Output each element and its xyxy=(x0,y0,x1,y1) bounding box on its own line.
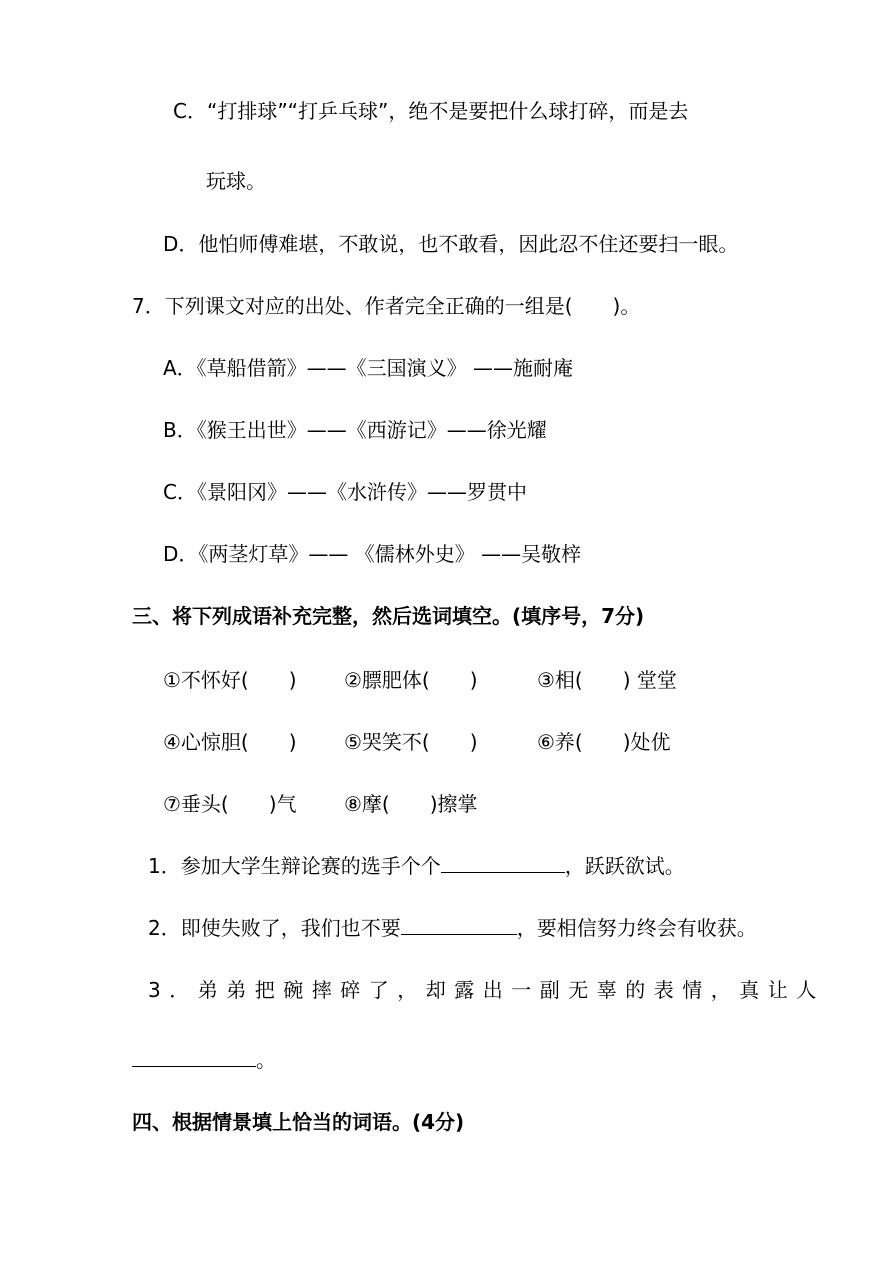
idiom-5: ⑤哭笑不( ) xyxy=(344,730,478,754)
fill-sentence-2-before: 2．即使失败了，我们也不要 xyxy=(148,916,401,940)
fill-sentence-2-after: ，要相信努力终会有收获。 xyxy=(516,916,757,940)
q7-option-a: A．《草船借箭》——《三国演义》 ——施耐庵 xyxy=(163,356,574,380)
q7-option-b: B．《猴王出世》——《西游记》——徐光耀 xyxy=(163,418,547,442)
q6-option-c-line2: 玩球。 xyxy=(206,169,266,193)
fill-sentence-1-after: ，跃跃欲试。 xyxy=(564,854,685,878)
idiom-row-2 xyxy=(0,728,892,756)
q7-option-c: C．《景阳冈》——《水浒传》——罗贯中 xyxy=(163,480,527,504)
q6-option-d: D．他怕师傅难堪，不敢说，也不敢看，因此忍不住还要扫一眼。 xyxy=(163,232,739,256)
fill-blank-2[interactable] xyxy=(401,914,517,935)
fill-blank-1[interactable] xyxy=(441,852,565,873)
idiom-6: ⑥养( )处优 xyxy=(537,730,671,754)
fill-blank-3[interactable] xyxy=(132,1046,256,1067)
fill-sentence-1-before: 1．参加大学生辩论赛的选手个个 xyxy=(148,854,441,878)
fill-sentence-3-line1: 3．弟弟把碗摔碎了，却露出一副无辜的表情，真让人 xyxy=(148,978,825,1002)
section3-heading: 三、将下列成语补充完整，然后选词填空。(填序号，7分) xyxy=(132,604,645,628)
section4-heading: 四、根据情景填上恰当的词语。(4分) xyxy=(132,1110,465,1134)
q6-option-c-line1: C．“打排球”“打乒乓球”，绝不是要把什么球打碎，而是去 xyxy=(173,99,689,123)
idiom-7: ⑦垂头( )气 xyxy=(163,792,297,816)
fill-sentence-2 xyxy=(148,914,757,942)
idiom-4: ④心惊胆( ) xyxy=(163,730,297,754)
idiom-8: ⑧摩( )擦掌 xyxy=(344,792,478,816)
idiom-1: ①不怀好( ) xyxy=(163,668,297,692)
q7-stem: 7．下列课文对应的出处、作者完全正确的一组是( )。 xyxy=(132,294,641,318)
fill-sentence-3-line2 xyxy=(132,1046,276,1074)
fill-sentence-3-after: 。 xyxy=(256,1048,276,1072)
q7-option-d: D．《两茎灯草》—— 《儒林外史》 ——吴敬梓 xyxy=(163,542,582,566)
idiom-row-3 xyxy=(0,790,892,818)
idiom-2: ②膘肥体( ) xyxy=(344,668,478,692)
idiom-3: ③相( ) 堂堂 xyxy=(537,668,677,692)
fill-sentence-1 xyxy=(148,852,685,880)
idiom-row-1 xyxy=(0,666,892,694)
